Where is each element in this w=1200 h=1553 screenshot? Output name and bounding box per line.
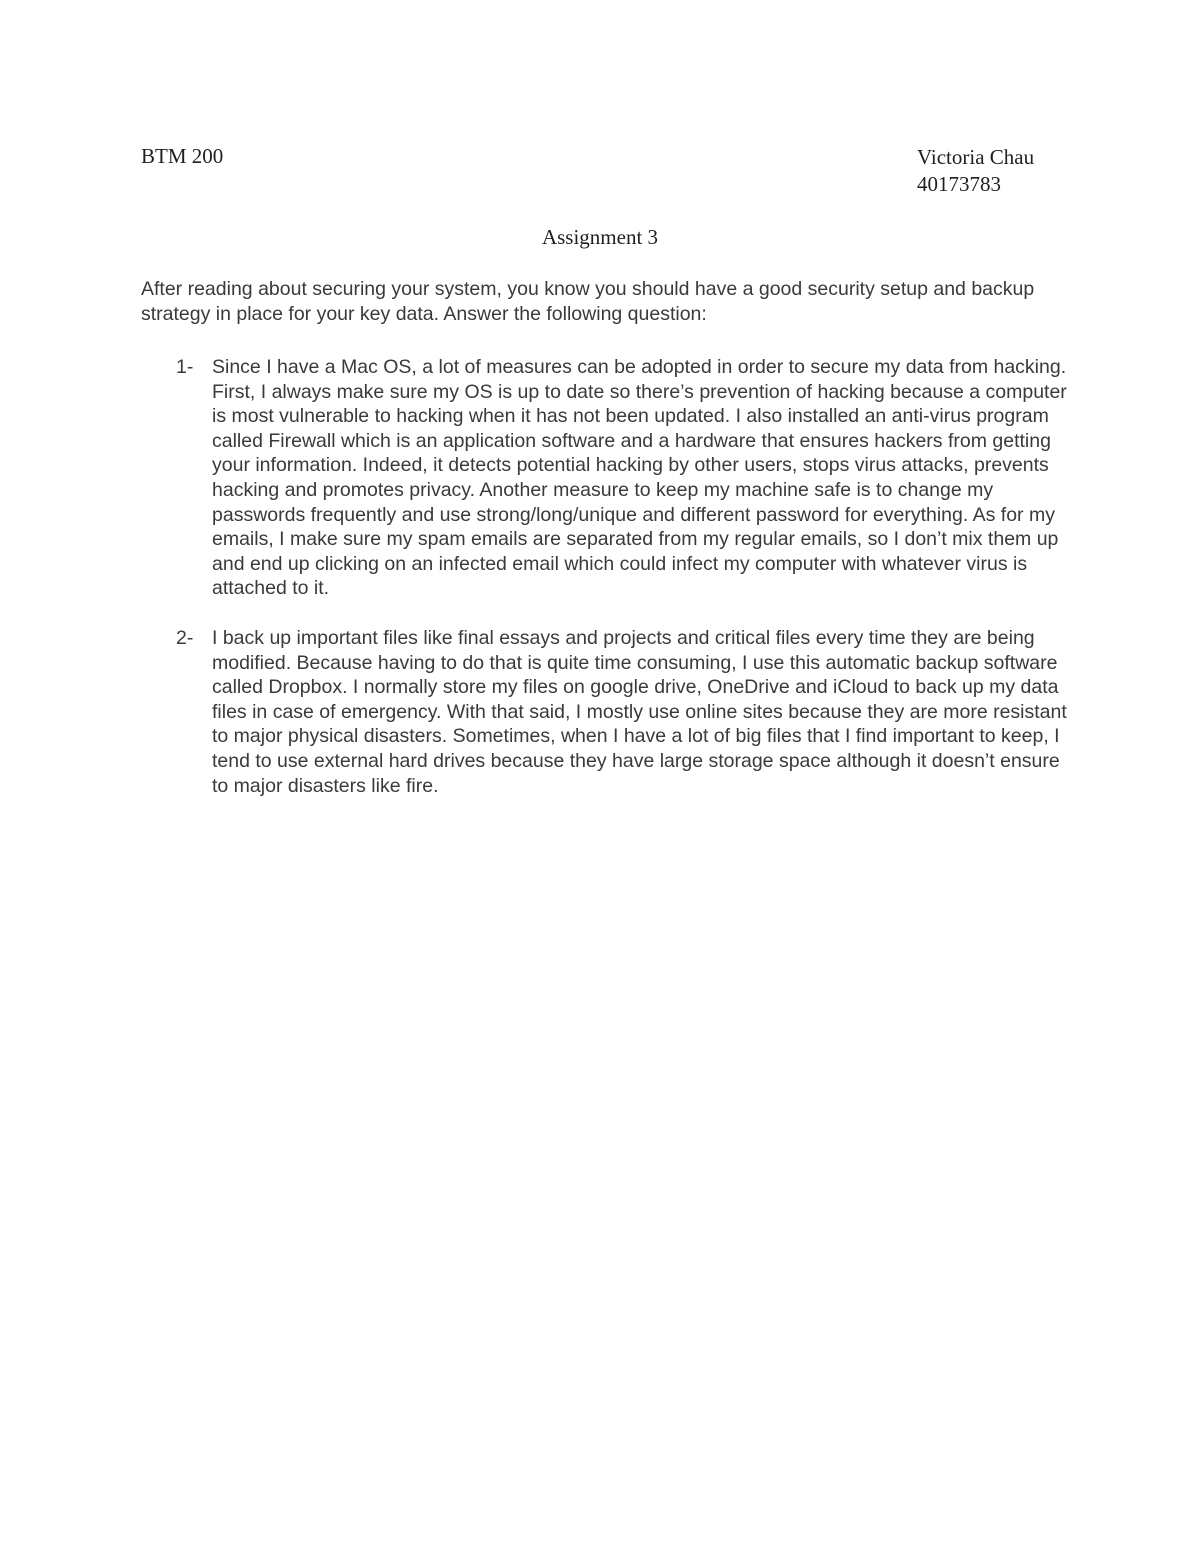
course-code: BTM 200: [141, 144, 224, 168]
answer-marker: 2-: [176, 626, 194, 649]
author-block: [917, 144, 1034, 198]
assignment-title: Assignment 3: [541, 225, 659, 249]
author-name: Victoria Chau: [917, 145, 1035, 169]
answer-item-2: [141, 626, 1071, 798]
student-id: 40173783: [917, 172, 1001, 196]
answer-item-1: [141, 355, 1071, 601]
answer-marker: 1-: [176, 356, 194, 378]
answer-text: I back up important files like final essays and projects and critical files every time they are being modified. Because having to do that is quite time consuming, I use this automatic backup software called Dropbox. I normally store my files on google drive, OneDrive and iCloud to back up my data files in case of emergency. With that said, I mostly use online sites because they are more resistant to major physical disasters. Sometimes, when I have a lot of big files that I find important to keep, I tend to use external hard drives because they have large storage space although it doesn’t ensure to major disasters like fire.: [212, 626, 1067, 797]
answer-list: [141, 355, 1071, 823]
intro-paragraph: After reading about securing your system, you know you should have a good security setup and backup strategy in place for your key data. Answer the following question:: [141, 278, 1035, 325]
answer-text: Since I have a Mac OS, a lot of measures can be adopted in order to secure my data from hacking. First, I always make sure my OS is up to date so there’s prevention of hacking because a computer is most vulnerable to hacking when it has not been updated. I also installed an anti-virus program called Firewall which is an application software and a hardware that ensures hackers from getting your information. Indeed, it detects potential hacking by other users, stops virus attacks, prevents hacking and promotes privacy. Another measure to keep my machine safe is to change my passwords frequently and use strong/long/unique and different password for everything. As for my emails, I make sure my spam emails are separated from my regular emails, so I don’t mix them up and end up clicking on an infected email which could infect my computer with whatever virus is attached to it.: [212, 356, 1067, 600]
